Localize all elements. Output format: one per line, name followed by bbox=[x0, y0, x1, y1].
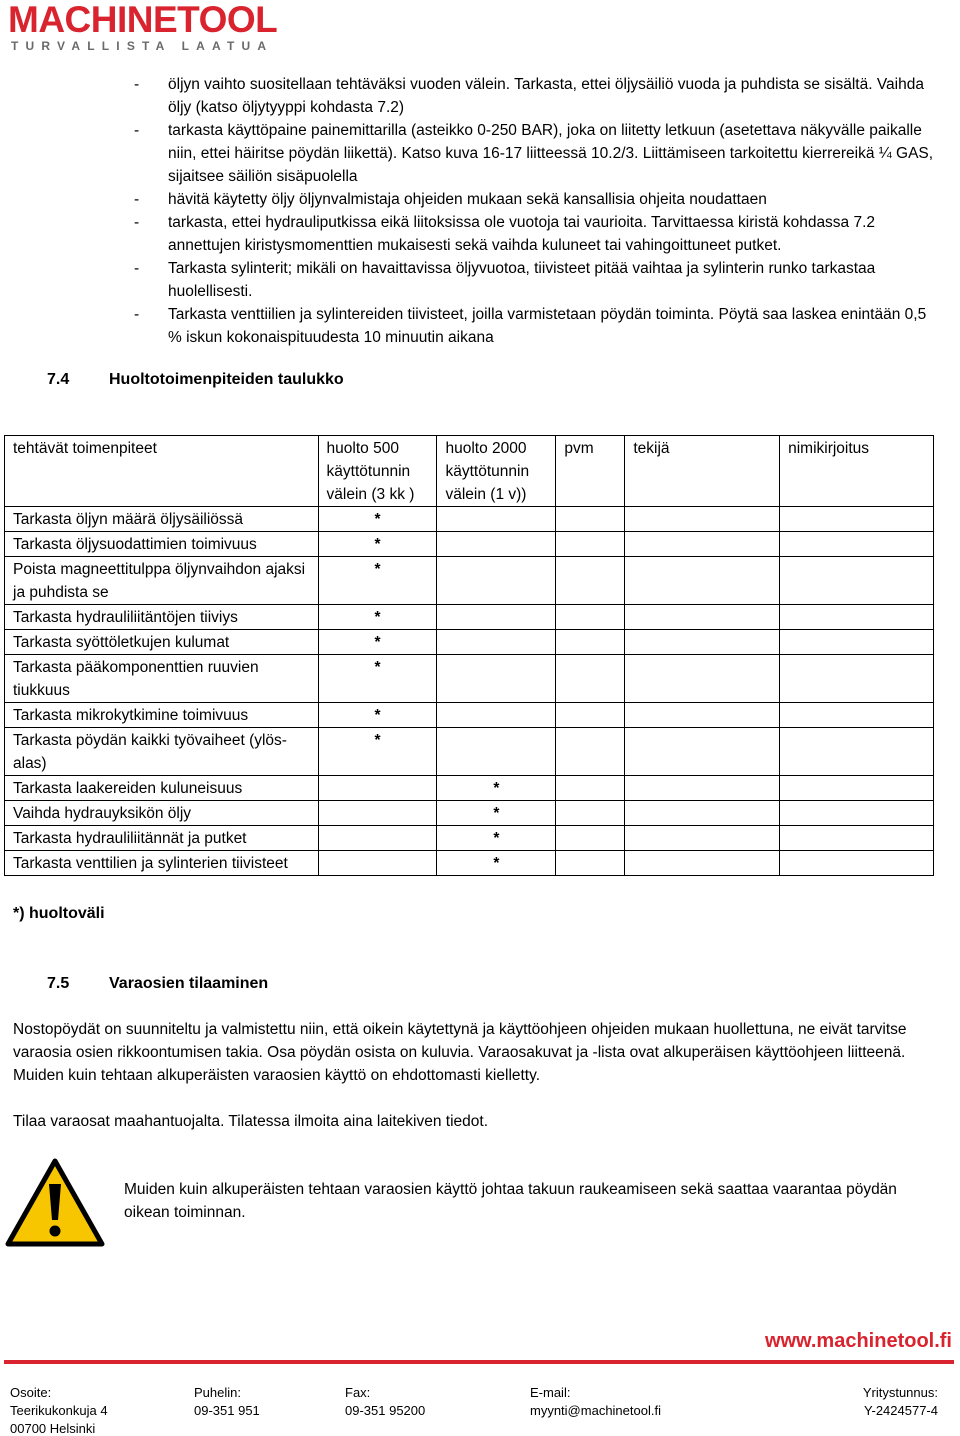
table-header-row bbox=[5, 436, 934, 507]
section-number: 7.4 bbox=[47, 371, 70, 388]
column-header: pvm bbox=[556, 436, 625, 507]
table-row bbox=[5, 776, 934, 801]
task-cell: Tarkasta mikrokytkimine toimivuus bbox=[5, 703, 319, 728]
list-item: - Tarkasta venttiilien ja sylintereiden tiivisteet, joilla varmistetaan pöydän toiminta. Pöytä saa laskea enintään 0,5 % iskun kokonaispituudesta 10 minuutin aikana bbox=[134, 306, 927, 346]
table-row bbox=[5, 532, 934, 557]
task-cell: Tarkasta laakereiden kuluneisuus bbox=[5, 776, 319, 801]
signature-cell bbox=[780, 605, 934, 630]
signature-cell bbox=[780, 630, 934, 655]
section-heading-7-5 bbox=[47, 974, 447, 994]
interval-500-cell bbox=[318, 801, 437, 826]
interval-2000-cell: * bbox=[437, 826, 556, 851]
table-row bbox=[5, 605, 934, 630]
signature-cell bbox=[780, 703, 934, 728]
interval-500-cell: * bbox=[318, 728, 437, 776]
signature-cell bbox=[780, 851, 934, 876]
performer-cell bbox=[625, 728, 780, 776]
performer-cell bbox=[625, 655, 780, 703]
date-cell bbox=[556, 801, 625, 826]
list-item: - Tarkasta sylinterit; mikäli on havaittavissa öljyvuotoa, tiivisteet pitää vaihtaa ja sylinterin runko tarkastaa huolellisesti. bbox=[134, 260, 876, 300]
list-item: - tarkasta, ettei hydrauliputkissa eikä liitoksissa ole vuotoja tai vaurioita. Tarvittaessa kiristä kohdassa 7.2 annettujen kiristysmomenttien mukaisesti sekä vaihda kuluneet tai vahingoittuneet putket. bbox=[134, 214, 876, 254]
interval-2000-cell bbox=[437, 605, 556, 630]
spare-parts-paragraph: Nostopöydät on suunniteltu ja valmistettu niin, että oikein käytettynä ja käyttöohjeen ohjeiden mukaan huollettuna, ne eivät tarvitse varaosia osien rikkoontumisen takia. Osa pöydän osista on kuluvia. Varaosakuvat ja -lista ovat alkuperäisen käyttöohjeen liitteenä. Muiden kuin tehtaan alkuperäisten varaosien käyttö on ehdottomasti kielletty. bbox=[13, 1021, 907, 1084]
table-row bbox=[5, 801, 934, 826]
warning-text: Muiden kuin alkuperäisten tehtaan varaosien käyttö johtaa takuun raukeamiseen sekä saattaa vaarantaa pöydän oikean toiminnan. bbox=[124, 1181, 897, 1221]
interval-500-cell: * bbox=[318, 703, 437, 728]
date-cell bbox=[556, 655, 625, 703]
date-cell bbox=[556, 557, 625, 605]
interval-500-cell: * bbox=[318, 557, 437, 605]
task-cell: Tarkasta pääkomponenttien ruuvien tiukkuus bbox=[5, 655, 319, 703]
performer-cell bbox=[625, 826, 780, 851]
interval-500-cell: * bbox=[318, 655, 437, 703]
list-item: - tarkasta käyttöpaine painemittarilla (asteikko 0-250 BAR), joka on liitetty letkuun (asetettava näkyvälle paikalle niin, ettei häiritse pöydän liikettä). Katso kuva 16-17 liitteessä 10.2/3. Liittämiseen tarkoitettu kierrereikä ¼ GAS, sijaitsee säiliön sisäpuolella bbox=[134, 122, 934, 185]
footer-phone: Puhelin: 09-351 951 bbox=[194, 1385, 260, 1418]
date-cell bbox=[556, 630, 625, 655]
interval-2000-cell: * bbox=[437, 851, 556, 876]
date-cell bbox=[556, 851, 625, 876]
table-row bbox=[5, 507, 934, 532]
interval-500-cell: * bbox=[318, 605, 437, 630]
footer-company-id: Yritystunnus: Y-2424577-4 bbox=[862, 1385, 938, 1418]
column-header: huolto 500 käyttötunnin välein (3 kk ) bbox=[318, 436, 437, 507]
date-cell bbox=[556, 605, 625, 630]
task-cell: Tarkasta pöydän kaikki työvaiheet (ylös-alas) bbox=[5, 728, 319, 776]
performer-cell bbox=[625, 605, 780, 630]
performer-cell bbox=[625, 630, 780, 655]
signature-cell bbox=[780, 728, 934, 776]
date-cell bbox=[556, 776, 625, 801]
footer-fax: Fax: 09-351 95200 bbox=[345, 1385, 426, 1418]
interval-2000-cell bbox=[437, 532, 556, 557]
performer-cell bbox=[625, 507, 780, 532]
signature-cell bbox=[780, 826, 934, 851]
performer-cell bbox=[625, 851, 780, 876]
task-cell: Tarkasta hydrauliliitäntöjen tiiviys bbox=[5, 605, 319, 630]
signature-cell bbox=[780, 801, 934, 826]
section-title: Huoltotoimenpiteiden taulukko bbox=[109, 371, 344, 388]
signature-cell bbox=[780, 532, 934, 557]
signature-cell bbox=[780, 507, 934, 532]
email-link[interactable]: myynti@machinetool.fi bbox=[530, 1403, 661, 1418]
signature-cell bbox=[780, 776, 934, 801]
footer-divider bbox=[4, 1360, 954, 1364]
interval-2000-cell bbox=[437, 557, 556, 605]
interval-500-cell bbox=[318, 826, 437, 851]
task-cell: Tarkasta öljysuodattimien toimivuus bbox=[5, 532, 319, 557]
interval-2000-cell bbox=[437, 630, 556, 655]
table-row bbox=[5, 851, 934, 876]
interval-2000-cell bbox=[437, 703, 556, 728]
date-cell bbox=[556, 826, 625, 851]
interval-500-cell: * bbox=[318, 630, 437, 655]
column-header: huolto 2000 käyttötunnin välein (1 v)) bbox=[437, 436, 556, 507]
performer-cell bbox=[625, 557, 780, 605]
performer-cell bbox=[625, 776, 780, 801]
performer-cell bbox=[625, 801, 780, 826]
table-row bbox=[5, 728, 934, 776]
date-cell bbox=[556, 532, 625, 557]
signature-cell bbox=[780, 557, 934, 605]
interval-2000-cell bbox=[437, 655, 556, 703]
task-cell: Vaihda hydrauyksikön öljy bbox=[5, 801, 319, 826]
task-cell: Poista magneettitulppa öljynvaihdon ajaksi ja puhdista se bbox=[5, 557, 319, 605]
footer-address: Osoite: Teerikukonkuja 4 00700 Helsinki bbox=[10, 1385, 108, 1436]
column-header: tehtävät toimenpiteet bbox=[5, 436, 319, 507]
table-row bbox=[5, 557, 934, 605]
table-row bbox=[5, 655, 934, 703]
interval-2000-cell: * bbox=[437, 776, 556, 801]
date-cell bbox=[556, 507, 625, 532]
task-cell: Tarkasta venttilien ja sylinterien tiivisteet bbox=[5, 851, 319, 876]
interval-500-cell: * bbox=[318, 532, 437, 557]
interval-500-cell: * bbox=[318, 507, 437, 532]
interval-2000-cell: * bbox=[437, 801, 556, 826]
table-row bbox=[5, 703, 934, 728]
performer-cell bbox=[625, 532, 780, 557]
section-title: Varaosien tilaaminen bbox=[109, 975, 269, 992]
logo-wordmark: MACHINETOOL bbox=[8, 0, 278, 40]
date-cell bbox=[556, 703, 625, 728]
table-footnote: *) huoltoväli bbox=[13, 905, 105, 922]
warning-triangle-icon bbox=[5, 1158, 105, 1248]
performer-cell bbox=[625, 703, 780, 728]
task-cell: Tarkasta öljyn määrä öljysäiliössä bbox=[5, 507, 319, 532]
logo-tagline: TURVALLISTA LAATUA bbox=[11, 39, 274, 53]
list-item: - öljyn vaihto suositellaan tehtäväksi vuoden välein. Tarkasta, ettei öljysäiliö vuoda ja puhdista se sisältä. Vaihda öljy (katso öljytyyppi kohdasta 7.2) bbox=[134, 76, 924, 116]
interval-500-cell bbox=[318, 851, 437, 876]
maintenance-instructions-list bbox=[134, 73, 934, 349]
section-heading-7-4 bbox=[47, 370, 447, 390]
company-logo bbox=[8, 0, 308, 53]
task-cell: Tarkasta syöttöletkujen kulumat bbox=[5, 630, 319, 655]
list-item: - hävitä käytetty öljy öljynvalmistaja ohjeiden mukaan sekä kansallisia ohjeita noudattaen bbox=[134, 191, 767, 208]
signature-cell bbox=[780, 655, 934, 703]
section-number: 7.5 bbox=[47, 975, 70, 992]
table-row bbox=[5, 630, 934, 655]
interval-2000-cell bbox=[437, 728, 556, 776]
date-cell bbox=[556, 728, 625, 776]
column-header: tekijä bbox=[625, 436, 780, 507]
column-header: nimikirjoitus bbox=[780, 436, 934, 507]
footer-email: E-mail: myynti@machinetool.fi bbox=[530, 1385, 661, 1418]
interval-2000-cell bbox=[437, 507, 556, 532]
task-cell: Tarkasta hydrauliliitännät ja putket bbox=[5, 826, 319, 851]
table-row bbox=[5, 826, 934, 851]
interval-500-cell bbox=[318, 776, 437, 801]
ordering-paragraph: Tilaa varaosat maahantuojalta. Tilatessa ilmoita aina laitekiven tiedot. bbox=[13, 1113, 489, 1130]
website-link[interactable]: www.machinetool.fi bbox=[764, 1330, 952, 1352]
maintenance-schedule-table bbox=[4, 435, 934, 876]
